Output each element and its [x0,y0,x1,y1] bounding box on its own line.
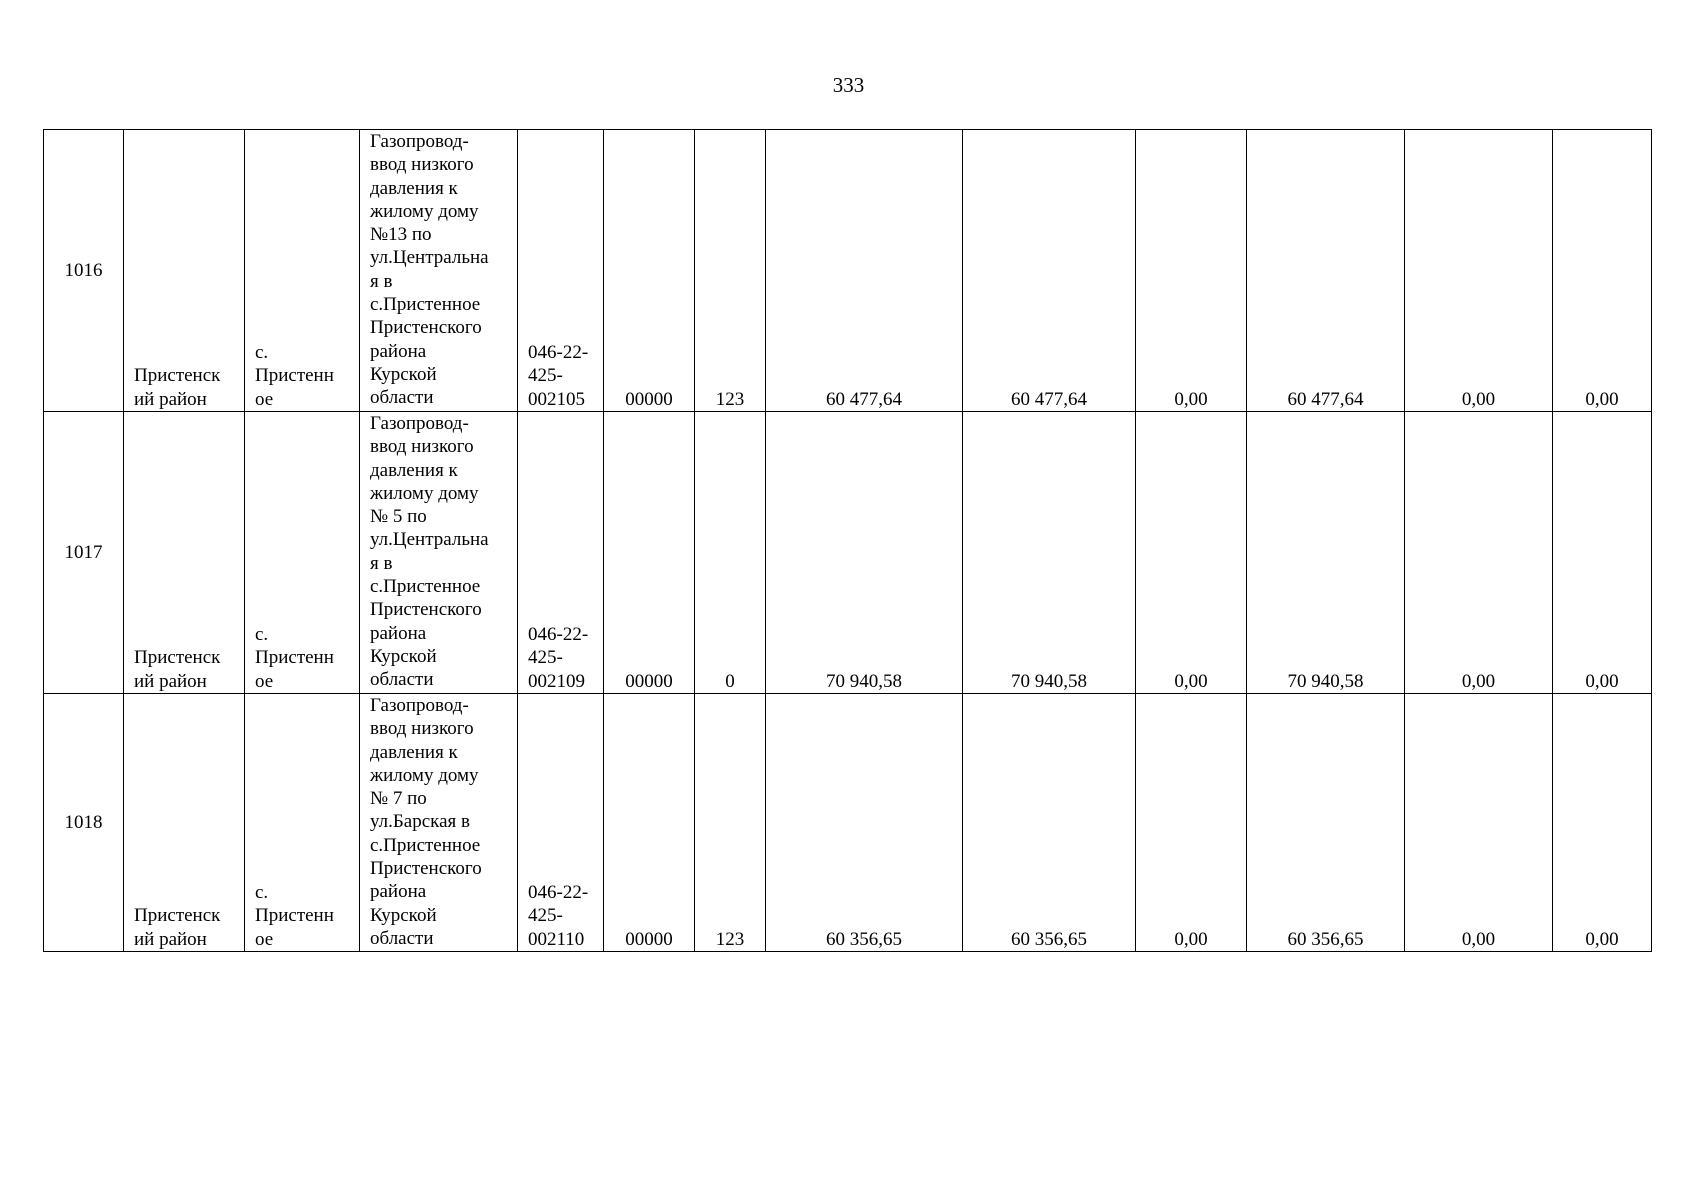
table-row [44,130,1652,412]
value-cell-6: 0,00 [1553,412,1652,694]
value-cell-6: 0,00 [1553,130,1652,412]
value-cell-1: 70 940,58 [766,412,963,694]
value-cell-2: 60 356,65 [963,694,1136,952]
value-cell-1: 60 356,65 [766,694,963,952]
row-index: 1018 [44,694,124,952]
settlement-cell: с. Пристенн ое [245,694,360,952]
value-cell-3: 0,00 [1136,130,1247,412]
register-table [43,129,1652,952]
code-cell: 00000 [604,694,695,952]
object-description-cell: Газопровод- ввод низкого давления к жилому дому №13 по ул.Центральна я в с.Пристенное Пристенского района Курской области [360,130,518,412]
object-description-cell: Газопровод- ввод низкого давления к жилому дому № 7 по ул.Барская в с.Пристенное Пристенского района Курской области [360,694,518,952]
value-cell-5: 0,00 [1405,412,1553,694]
code-cell: 00000 [604,130,695,412]
object-description-cell: Газопровод- ввод низкого давления к жилому дому № 5 по ул.Центральна я в с.Пристенное Пристенского района Курской области [360,412,518,694]
district-cell: Пристенск ий район [124,130,245,412]
district-cell: Пристенск ий район [124,412,245,694]
value-cell-2: 60 477,64 [963,130,1136,412]
value-cell-4: 60 477,64 [1247,130,1405,412]
value-cell-5: 0,00 [1405,694,1553,952]
settlement-cell: с. Пристенн ое [245,130,360,412]
quantity-cell: 123 [695,694,766,952]
value-cell-1: 60 477,64 [766,130,963,412]
row-index: 1017 [44,412,124,694]
value-cell-5: 0,00 [1405,130,1553,412]
value-cell-2: 70 940,58 [963,412,1136,694]
cadastral-number-cell: 046-22- 425- 002105 [518,130,604,412]
row-index: 1016 [44,130,124,412]
table-row [44,694,1652,952]
code-cell: 00000 [604,412,695,694]
settlement-cell: с. Пристенн ое [245,412,360,694]
value-cell-4: 60 356,65 [1247,694,1405,952]
value-cell-4: 70 940,58 [1247,412,1405,694]
value-cell-3: 0,00 [1136,694,1247,952]
quantity-cell: 123 [695,130,766,412]
cadastral-number-cell: 046-22- 425- 002109 [518,412,604,694]
district-cell: Пристенск ий район [124,694,245,952]
value-cell-6: 0,00 [1553,694,1652,952]
cadastral-number-cell: 046-22- 425- 002110 [518,694,604,952]
page-number: 333 [832,73,865,97]
value-cell-3: 0,00 [1136,412,1247,694]
quantity-cell: 0 [695,412,766,694]
table-row [44,412,1652,694]
